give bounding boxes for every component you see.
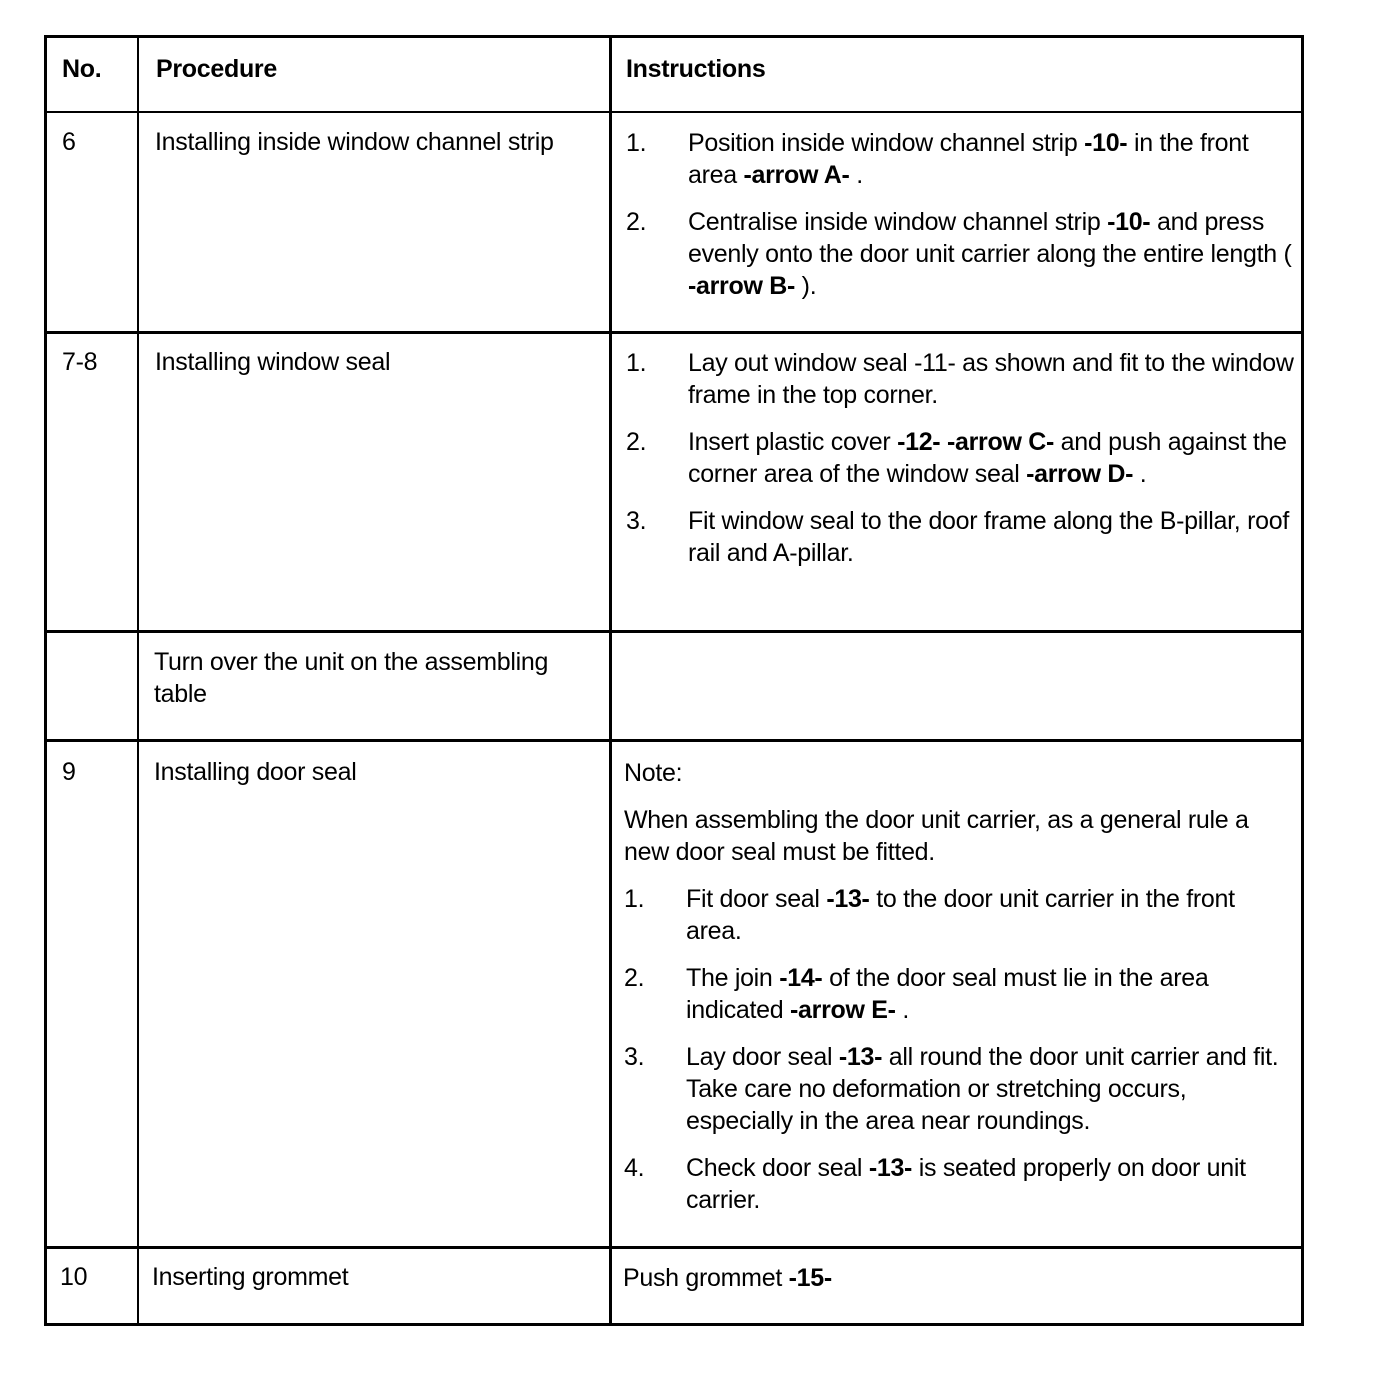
- instruction-text: Check door seal: [686, 1154, 869, 1182]
- header-no: No.: [62, 55, 102, 83]
- row-number: 6: [62, 128, 76, 156]
- row-number: 9: [62, 758, 76, 786]
- instruction-text: Fit window seal to the door frame along the B-pillar, roof rail and A-pillar.: [688, 507, 1289, 567]
- reference-label: -arrow A-: [743, 161, 850, 189]
- instruction-text: of the door seal must lie in the area indicated: [686, 964, 1209, 1024]
- column-divider: [609, 35, 612, 1326]
- step-text: [686, 883, 1294, 947]
- step-text: [686, 962, 1294, 1026]
- instruction-text: all round the door unit carrier and fit. Take care no deformation or stretching occurs, especially in the area near roundings.: [686, 1043, 1279, 1135]
- row-instructions: [626, 127, 1294, 317]
- step-number: 2.: [626, 208, 647, 236]
- instruction-text: Lay out window seal -11- as shown and fit to the window frame in the top corner.: [688, 349, 1294, 409]
- step-number: 2.: [626, 428, 647, 456]
- row-instructions: [623, 1262, 1293, 1294]
- instruction-step: [624, 962, 1294, 1026]
- note-label: Note:: [624, 759, 683, 787]
- row-divider: [44, 111, 1304, 113]
- instruction-step: [626, 127, 1294, 191]
- table-border-right: [1301, 35, 1304, 1326]
- instruction-text: to the door unit carrier in the front area.: [686, 885, 1235, 945]
- step-number: 3.: [624, 1043, 645, 1071]
- row-procedure: Installing inside window channel strip: [155, 128, 554, 156]
- instruction-text: Fit door seal: [686, 885, 827, 913]
- instruction-step: [626, 426, 1294, 490]
- reference-label: -13-: [826, 885, 870, 913]
- step-number: 1.: [626, 129, 647, 157]
- step-number: 2.: [624, 964, 645, 992]
- row-procedure: Installing window seal: [155, 348, 391, 376]
- step-number: 1.: [624, 885, 645, 913]
- reference-label: -14-: [779, 964, 823, 992]
- reference-label: -13-: [838, 1043, 883, 1071]
- table-border-top: [44, 35, 1304, 38]
- instruction-step: [624, 1041, 1294, 1137]
- instruction-text: ).: [795, 272, 817, 300]
- instruction-text: .: [849, 161, 863, 189]
- step-text: [688, 426, 1294, 490]
- reference-label: -15-: [788, 1264, 832, 1292]
- table-border-left: [44, 35, 47, 1326]
- step-number: 3.: [626, 507, 647, 535]
- row-instructions: [624, 757, 1294, 1231]
- step-text: [688, 206, 1294, 302]
- row-divider: [44, 630, 1304, 633]
- header-procedure: Procedure: [156, 55, 277, 83]
- reference-label: -10-: [1084, 129, 1128, 157]
- reference-label: -arrow E-: [790, 996, 896, 1024]
- table-border-bottom: [44, 1323, 1304, 1326]
- instruction-text: in the front area: [688, 129, 1249, 189]
- step-text: [686, 1152, 1294, 1216]
- instruction-step: [626, 505, 1294, 569]
- instruction-text: Lay door seal: [686, 1043, 839, 1071]
- row-divider: [44, 739, 1304, 742]
- instruction-step: [624, 1152, 1294, 1216]
- row-divider: [44, 331, 1304, 334]
- step-number: 4.: [624, 1154, 645, 1182]
- instruction-step: [624, 883, 1294, 947]
- reference-label: -12-: [897, 428, 941, 456]
- column-divider: [137, 35, 139, 1326]
- row-procedure: Inserting grommet: [152, 1263, 349, 1291]
- step-text: [688, 347, 1294, 411]
- row-procedure: Turn over the unit on the assembling table: [154, 648, 549, 708]
- step-text: [688, 505, 1294, 569]
- instruction-step: [626, 206, 1294, 302]
- header-instructions: Instructions: [626, 55, 766, 83]
- instruction-text: .: [895, 996, 909, 1024]
- row-number: 10: [60, 1263, 88, 1291]
- instruction-text: and push against the corner area of the window seal: [688, 428, 1287, 488]
- note-text: When assembling the door unit carrier, as a general rule a new door seal must be fitted.: [624, 806, 1249, 866]
- instruction-step: [626, 347, 1294, 411]
- instruction-text: and press evenly onto the door unit carrier along the entire length (: [688, 208, 1292, 268]
- instruction-text: is seated properly on door unit carrier.: [686, 1154, 1246, 1214]
- step-text: [688, 127, 1294, 191]
- instruction-text: Centralise inside window channel strip: [688, 208, 1108, 236]
- row-instructions: [626, 347, 1294, 584]
- procedure-table: [44, 35, 1304, 1327]
- instruction-text: [940, 428, 947, 456]
- step-text: [686, 1041, 1294, 1137]
- instruction-text: The join: [686, 964, 780, 992]
- row-divider: [44, 1246, 1304, 1249]
- instruction-text: Position inside window channel strip: [688, 129, 1085, 157]
- reference-label: -arrow C-: [946, 428, 1055, 456]
- row-procedure: Installing door seal: [154, 758, 357, 786]
- instruction-text: .: [1133, 460, 1147, 488]
- reference-label: -10-: [1107, 208, 1151, 236]
- instruction-text-line: [623, 1262, 1293, 1294]
- instruction-text: Insert plastic cover: [688, 428, 898, 456]
- reference-label: -arrow D-: [1026, 460, 1134, 488]
- reference-label: -13-: [868, 1154, 913, 1182]
- instruction-text: Push grommet: [623, 1264, 789, 1292]
- reference-label: -arrow B-: [688, 272, 796, 300]
- row-number: 7-8: [62, 348, 98, 376]
- step-number: 1.: [626, 349, 647, 377]
